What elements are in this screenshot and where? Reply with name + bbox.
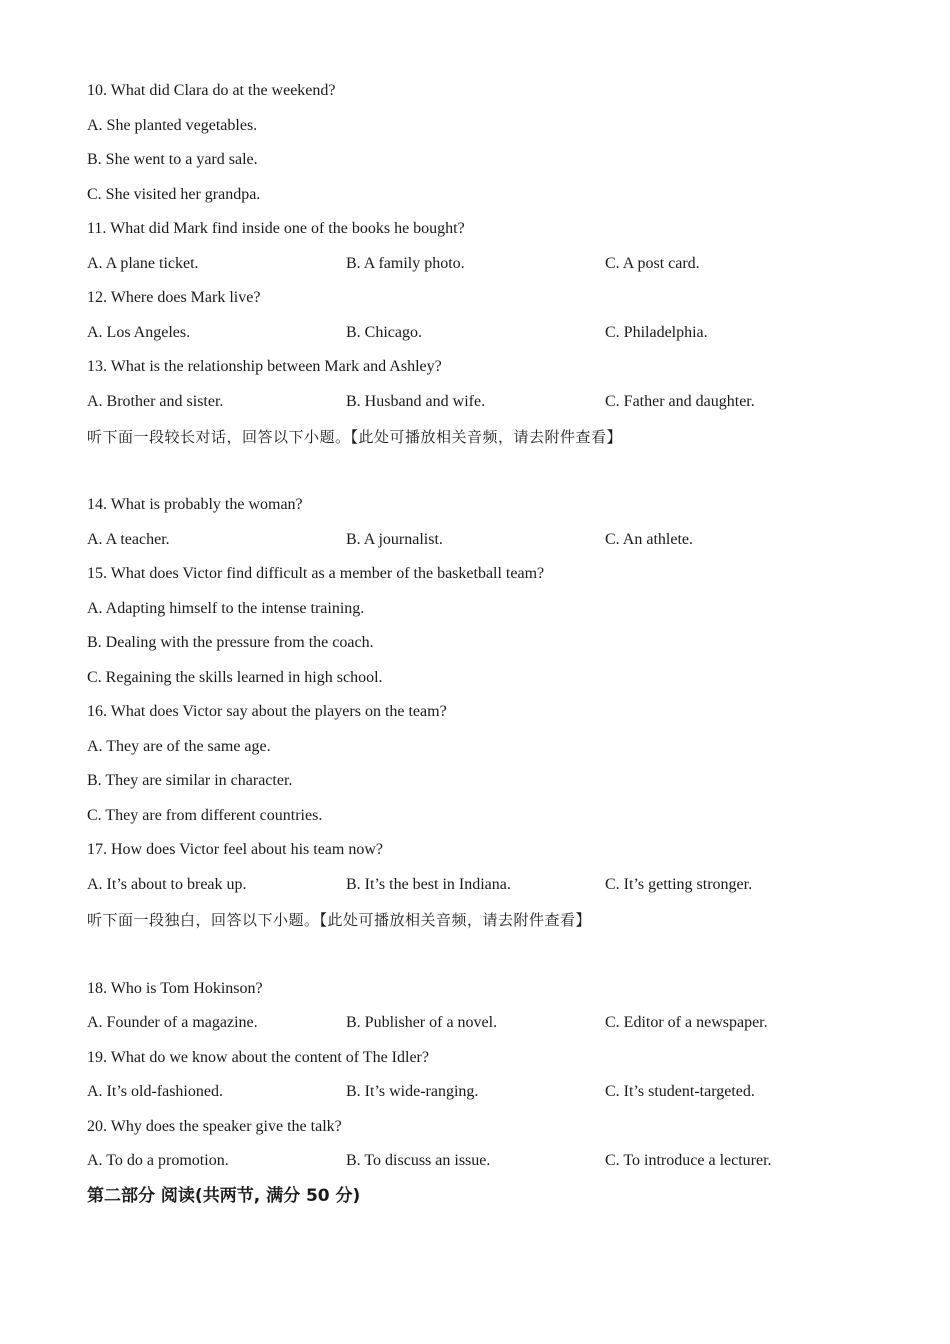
question-19: 19. What do we know about the content of The Idler? [87,1049,429,1066]
question-17: 17. How does Victor feel about his team now? [87,841,384,858]
q20-option-c: C. To introduce a lecturer. [605,1152,772,1169]
listening-instruction-dialogue: 听下面一段较长对话，回答以下小题。【此处可播放相关音频，请去附件查看】 [87,428,623,446]
q12-option-a: A. Los Angeles. [87,324,191,341]
question-11: 11. What did Mark find inside one of the books he bought? [87,220,465,237]
q16-option-b: B. They are similar in character. [87,772,293,789]
q16-option-c: C. They are from different countries. [87,807,323,824]
q20-option-a: A. To do a promotion. [87,1152,229,1169]
question-20: 20. Why does the speaker give the talk? [87,1118,342,1135]
question-10: 10. What did Clara do at the weekend? [87,82,336,99]
q12-option-c: C. Philadelphia. [605,324,708,341]
q10-option-c: C. She visited her grandpa. [87,186,261,203]
question-15: 15. What does Victor find difficult as a member of the basketball team? [87,565,545,582]
q19-option-a: A. It’s old-fashioned. [87,1083,223,1100]
section-heading-reading: 第二部分 阅读(共两节, 满分 50 分) [87,1186,361,1206]
q11-option-a: A. A plane ticket. [87,255,199,272]
q15-option-a: A. Adapting himself to the intense training. [87,600,365,617]
q17-option-c: C. It’s getting stronger. [605,876,753,893]
q18-option-c: C. Editor of a newspaper. [605,1014,768,1031]
q10-option-b: B. She went to a yard sale. [87,151,258,168]
q15-option-c: C. Regaining the skills learned in high school. [87,669,383,686]
q14-option-b: B. A journalist. [346,531,443,548]
q18-option-b: B. Publisher of a novel. [346,1014,498,1031]
q17-option-a: A. It’s about to break up. [87,876,247,893]
q14-option-c: C. An athlete. [605,531,693,548]
q13-option-a: A. Brother and sister. [87,393,224,410]
q17-option-b: B. It’s the best in Indiana. [346,876,511,893]
q10-option-a: A. She planted vegetables. [87,117,258,134]
q19-option-b: B. It’s wide-ranging. [346,1083,479,1100]
q16-option-a: A. They are of the same age. [87,738,271,755]
q13-option-c: C. Father and daughter. [605,393,755,410]
listening-instruction-monologue: 听下面一段独白，回答以下小题。【此处可播放相关音频，请去附件查看】 [87,911,592,929]
q14-option-a: A. A teacher. [87,531,170,548]
question-12: 12. Where does Mark live? [87,289,261,306]
q11-option-c: C. A post card. [605,255,700,272]
q12-option-b: B. Chicago. [346,324,422,341]
question-18: 18. Who is Tom Hokinson? [87,980,263,997]
q11-option-b: B. A family photo. [346,255,465,272]
q19-option-c: C. It’s student-targeted. [605,1083,755,1100]
question-13: 13. What is the relationship between Mark and Ashley? [87,358,442,375]
q15-option-b: B. Dealing with the pressure from the coach. [87,634,374,651]
q20-option-b: B. To discuss an issue. [346,1152,491,1169]
q18-option-a: A. Founder of a magazine. [87,1014,258,1031]
question-14: 14. What is probably the woman? [87,496,303,513]
question-16: 16. What does Victor say about the players on the team? [87,703,447,720]
q13-option-b: B. Husband and wife. [346,393,486,410]
